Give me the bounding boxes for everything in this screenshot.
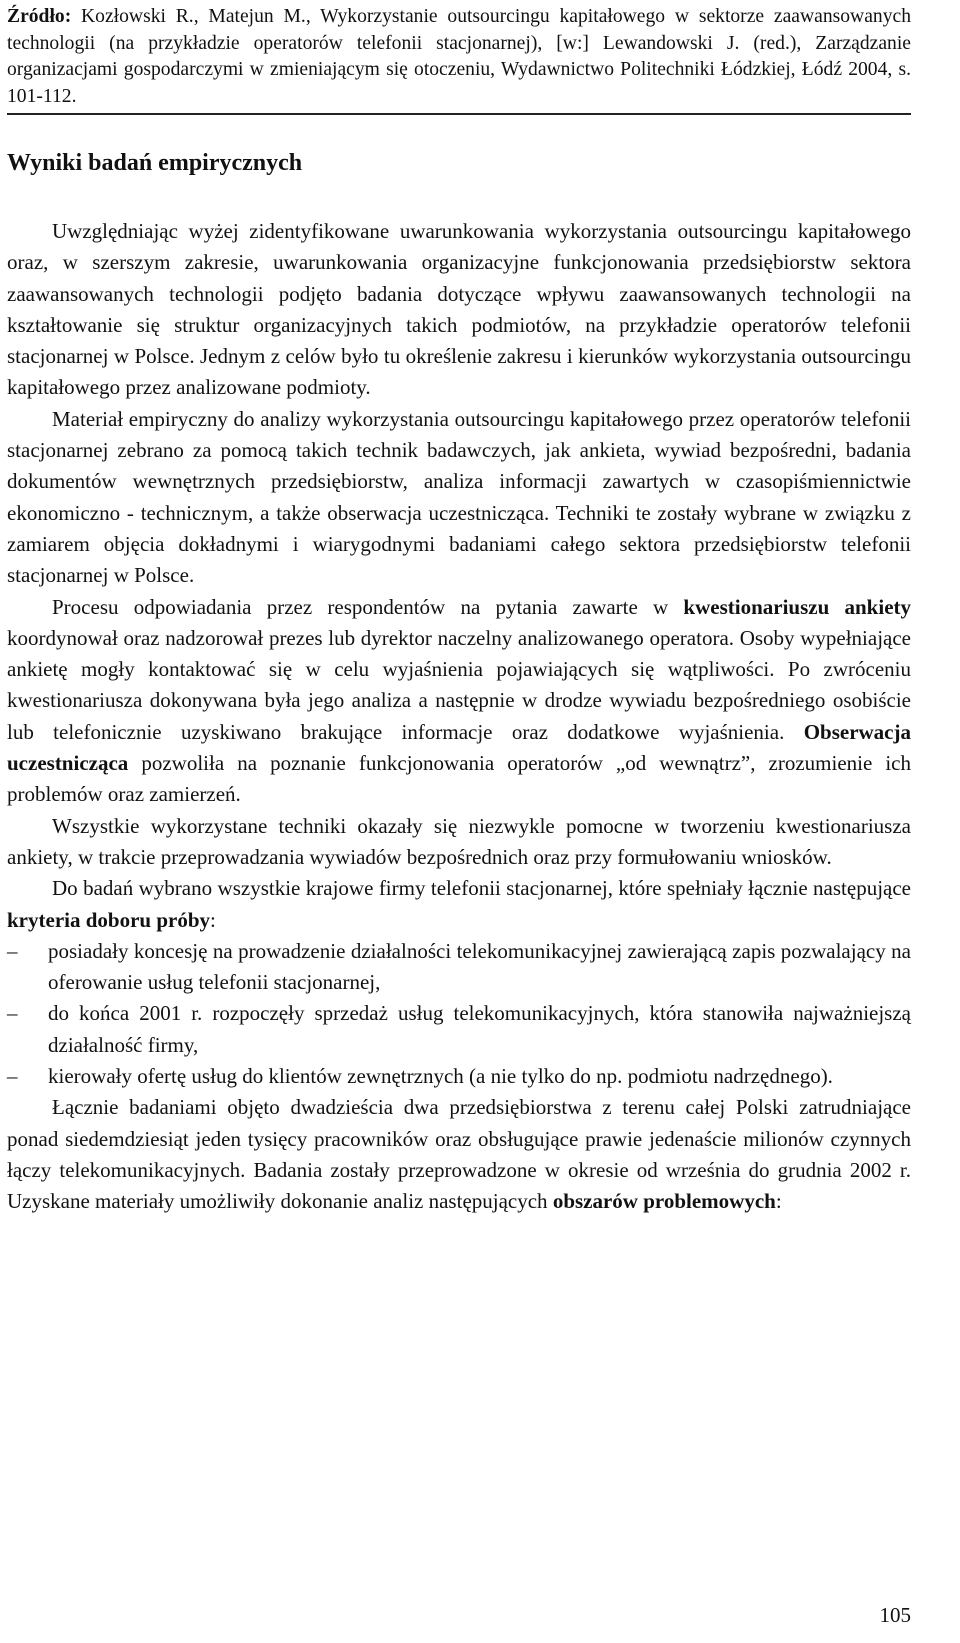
- paragraph-3-text-d: pozwoliła na poznanie funkcjonowania operatorów „od wewnątrz”, zrozumienie ich problemów oraz zamierzeń.: [7, 751, 911, 807]
- criteria-list: [7, 936, 911, 1092]
- source-citation: [7, 4, 911, 115]
- paragraph-5-text-a: Do badań wybrano wszystkie krajowe firmy telefonii stacjonarnej, które spełniały łącznie następujące: [52, 876, 911, 901]
- section-heading: Wyniki badań empirycznych: [7, 150, 303, 176]
- list-item-text: kierowały ofertę usług do klientów zewnętrznych (a nie tylko do np. podmiotu nadrzędnego).: [48, 1064, 833, 1089]
- paragraph-5: [7, 873, 911, 936]
- source-label: Źródło:: [7, 6, 72, 27]
- list-item-text: do końca 2001 r. rozpoczęły sprzedaż usług telekomunikacyjnych, która stanowiła najważniejszą działalność firmy,: [48, 1001, 911, 1057]
- paragraph-6-text-c: :: [775, 1189, 782, 1214]
- paragraph-3-text-c: koordynował oraz nadzorował prezes lub dyrektor naczelny analizowanego operatora. Osoby wypełniające ankietę mogły kontaktować się w celu wyjaśnienia pojawiających się wątpliwości. Po zwróceniu kwestionariusza dokonywana była jego analiza a następnie w drodze wywiadu bezpośredniego osobiście lub telefonicznie uzyskiwano brakujące informacje oraz dodatkowe wyjaśnienia.: [7, 625, 911, 744]
- term-problem-areas: obszarów problemowych: [552, 1189, 776, 1214]
- paragraph-3-text-a: Procesu odpowiadania przez respondentów na pytania zawarte w: [52, 594, 684, 619]
- list-item: [7, 998, 911, 1061]
- list-dash: –: [7, 1064, 18, 1089]
- paragraph-4: Wszystkie wykorzystane techniki okazały się niezwykle pomocne w tworzeniu kwestionariusza ankiety, w trakcie przeprowadzania wywiadów bezpośrednich oraz przy formułowaniu wniosków.: [7, 813, 911, 869]
- list-item: [7, 1061, 911, 1092]
- paragraph-1: Uwzględniając wyżej zidentyfikowane uwarunkowania wykorzystania outsourcingu kapitałowego oraz, w szerszym zakresie, uwarunkowania organizacyjne funkcjonowania przedsiębiorstw sektora zaawansowanych technologii podjęto badania dotyczące wpływu zaawansowanych technologii na kształtowanie się struktur organizacyjnych takich podmiotów, na przykładzie operatorów telefonii stacjonarnej w Polsce. Jednym z celów było tu określenie zakresu i kierunków wykorzystania outsourcingu kapitałowego przez analizowane podmioty.: [7, 219, 911, 400]
- list-dash: –: [7, 1001, 18, 1026]
- list-item-text: posiadały koncesję na prowadzenie działalności telekomunikacyjnej zawierającą zapis pozwalający na oferowanie usług telefonii stacjonarnej,: [48, 938, 911, 995]
- term-questionnaire: kwestionariuszu ankiety: [683, 594, 912, 619]
- paragraph-6: [7, 1092, 911, 1217]
- paragraph-2: Materiał empiryczny do analizy wykorzystania outsourcingu kapitałowego przez operatorów telefonii stacjonarnej zebrano za pomocą takich technik badawczych, jak ankieta, wywiad bezpośredni, badania dokumentów wewnętrznych przedsiębiorstw, analiza informacji zawartych w czasopiśmiennictwie ekonomiczno - technicznym, a także obserwacja uczestnicząca. Techniki te zostały wybrane w związku z zamiarem objęcia dokładnymi i wiarygodnymi badaniami całego sektora przedsiębiorstw telefonii stacjonarnej w Polsce.: [7, 406, 911, 588]
- paragraph-6-text-a: Łącznie badaniami objęto dwadzieścia dwa przedsiębiorstwa z terenu całej Polski zatrudniające ponad siedemdziesiąt jeden tysięcy pracowników oraz obsługujące prawie jedenaście milionów czynnych łączy telekomunikacyjnych. Badania zostały przeprowadzone w okresie od września do grudnia 2002 r. Uzyskane materiały umożliwiły dokonanie analiz następujących: [7, 1095, 911, 1214]
- list-item: [7, 936, 911, 999]
- list-dash: –: [7, 938, 18, 963]
- paragraph-5-text-c: :: [210, 907, 216, 932]
- paragraph-3: [7, 592, 911, 811]
- term-observation: Obserwacja uczestnicząca: [7, 719, 911, 776]
- page-number: 105: [879, 1603, 911, 1627]
- document-body: [7, 216, 911, 1218]
- source-text: Kozłowski R., Matejun M., Wykorzystanie outsourcingu kapitałowego w sektorze zaawansowanych technologii (na przykładzie operatorów telefonii stacjonarnej), [w:] Lewandowski J. (red.), Zarządzanie organizacjami gospodarczymi w zmieniającym się otoczeniu, Wydawnictwo Politechniki Łódzkiej, Łódź 2004, s. 101-112.: [7, 6, 911, 107]
- term-sampling-criteria: kryteria doboru próby: [7, 907, 211, 932]
